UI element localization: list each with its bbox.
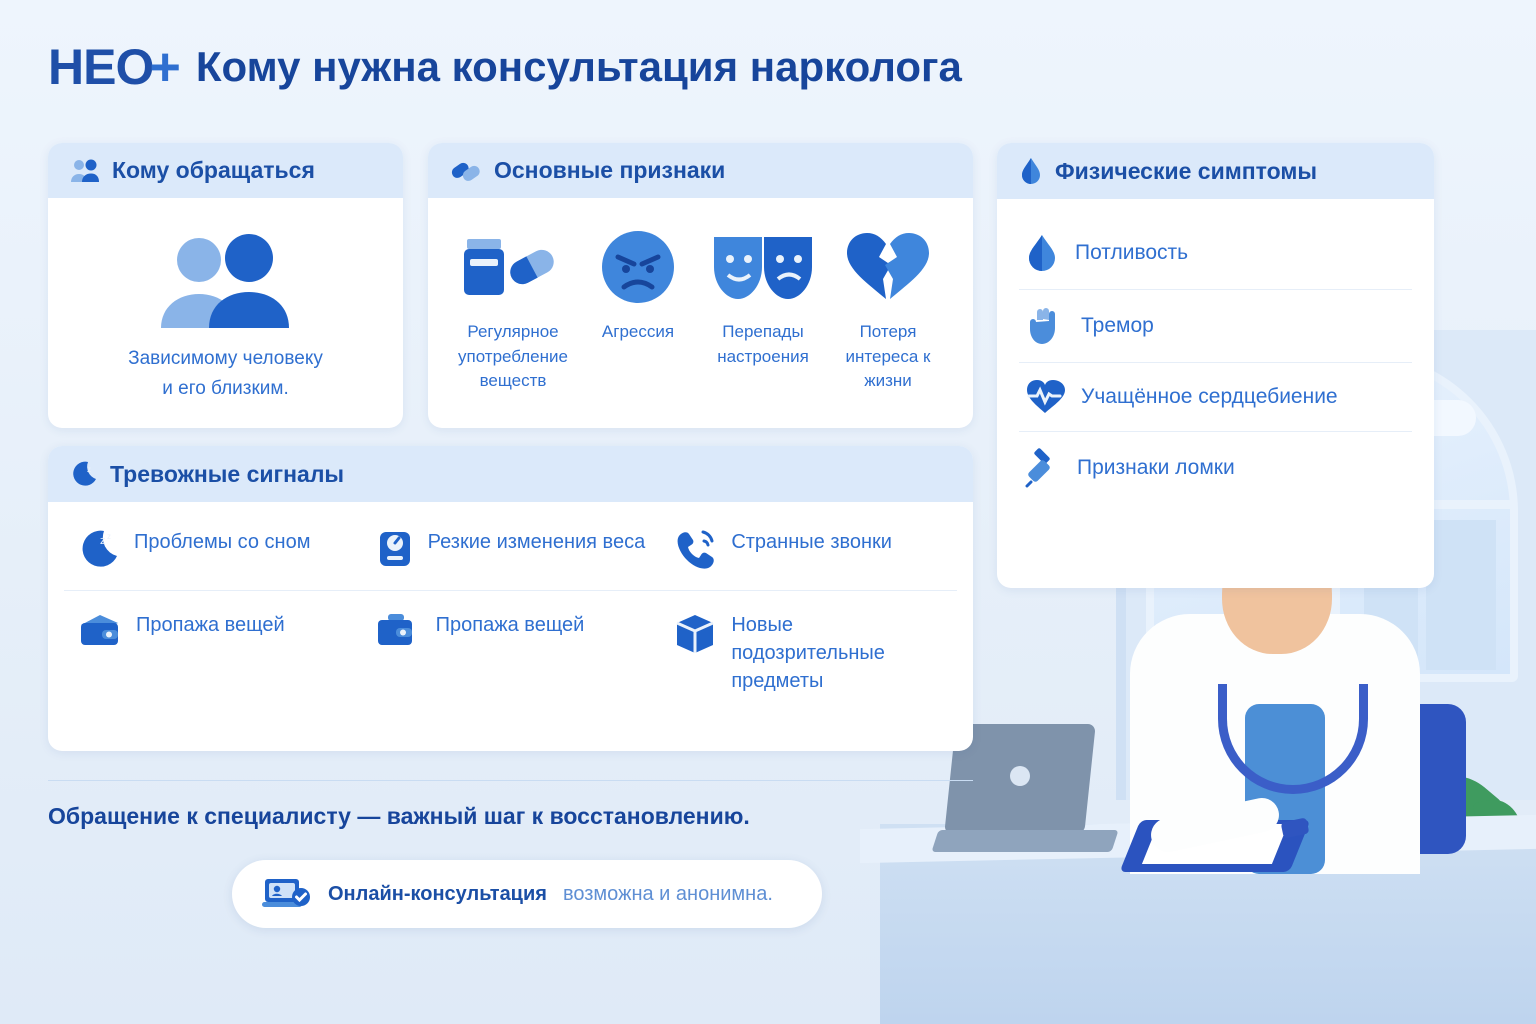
card-signs-title: Основные признаки [494, 157, 726, 183]
briefcase-icon [376, 611, 422, 649]
card-who-text-line2: и его близким. [162, 378, 289, 400]
logo-text: НЕО [48, 39, 154, 95]
angry-face-icon [579, 224, 697, 310]
scale-icon [376, 528, 414, 570]
badge-strong-text: Онлайн-консультация [328, 882, 547, 905]
card-physical-title: Физические симптомы [1055, 157, 1318, 184]
card-who-header [48, 143, 403, 198]
card-alarm-header [48, 446, 973, 502]
card-signs-header [428, 143, 973, 198]
list-item-label: Пропажа вещей [136, 614, 285, 636]
logo-cross-icon: + [149, 37, 180, 97]
laptop-check-icon [262, 874, 312, 914]
list-item [1019, 432, 1412, 504]
list-item [659, 591, 957, 715]
sign-item [829, 224, 947, 394]
water-drop-icon [1019, 157, 1043, 185]
list-item-label: Резкие изменения веса [427, 531, 646, 553]
heartbeat-icon [1025, 379, 1065, 415]
card-who-text-line1: Зависимому человеку [128, 348, 323, 369]
svg-text:z: z [87, 465, 91, 474]
list-item-label: Признаки ломки [1077, 455, 1235, 479]
alarm-signals-grid [64, 508, 957, 715]
list-item-label: Странные звонки [731, 531, 892, 553]
moon-sleep-icon [78, 528, 120, 570]
sign-item [454, 224, 572, 394]
card-who-title: Кому обращаться [112, 157, 315, 183]
list-item [1019, 290, 1412, 363]
sign-item [579, 224, 697, 394]
sign-label: Регулярное употребление веществ [458, 322, 568, 391]
list-item [1019, 217, 1412, 290]
svg-text:z: z [100, 535, 106, 547]
card-alarm-title: Тревожные сигналы [110, 460, 345, 487]
card-physical-header [997, 143, 1434, 199]
list-item [362, 591, 660, 715]
card-physical-symptoms [997, 143, 1434, 588]
sign-label: Перепады настроения [717, 322, 809, 366]
sign-label: Потеря интереса к жизни [845, 322, 931, 391]
shaking-hand-icon [1025, 306, 1065, 346]
water-drop-icon [1025, 233, 1059, 273]
page-header [48, 36, 962, 98]
card-who-text [70, 344, 381, 405]
badge-light-text: возможна и анонимна. [562, 882, 773, 905]
list-item-label: Потливость [1075, 240, 1189, 264]
list-item [659, 508, 957, 591]
card-signs-body [428, 198, 973, 412]
page-title: Кому нужна консультация нарколога [195, 43, 962, 90]
logo [48, 36, 180, 98]
list-item [64, 591, 362, 715]
online-consultation-badge [232, 860, 822, 928]
pills-icon [450, 158, 482, 184]
broken-heart-icon [829, 224, 947, 310]
card-alarm-body [48, 502, 973, 729]
people-illustration [70, 234, 381, 330]
signs-list [450, 216, 951, 394]
phone-call-icon [673, 528, 717, 570]
theater-masks-icon [704, 224, 822, 310]
list-item-label: Проблемы со сном [134, 531, 311, 553]
svg-text:z: z [107, 532, 111, 541]
list-item-label: Пропажа вещей [435, 614, 585, 636]
list-item [1019, 363, 1412, 432]
card-physical-body [997, 199, 1434, 522]
people-icon [70, 158, 100, 184]
card-alarm-signals [48, 446, 973, 751]
card-who-to-contact [48, 143, 403, 428]
list-item [362, 508, 660, 591]
list-item-label: Тремор [1081, 313, 1154, 337]
sign-label: Агрессия [601, 322, 675, 341]
syringe-icon [1025, 448, 1061, 488]
moon-sleep-icon [70, 460, 98, 488]
list-item-label: Новые подозрительные предметы [731, 614, 885, 692]
footnote: Обращение к специалисту — важный шаг к восстановлению. [48, 780, 973, 830]
list-item [64, 508, 362, 591]
sign-item [704, 224, 822, 394]
wallet-icon [78, 611, 122, 649]
box-icon [673, 611, 717, 655]
card-who-body [48, 198, 403, 423]
list-item-label: Учащённое сердцебиение [1081, 384, 1338, 408]
card-main-signs [428, 143, 973, 428]
pill-bottle-icon [454, 224, 572, 310]
